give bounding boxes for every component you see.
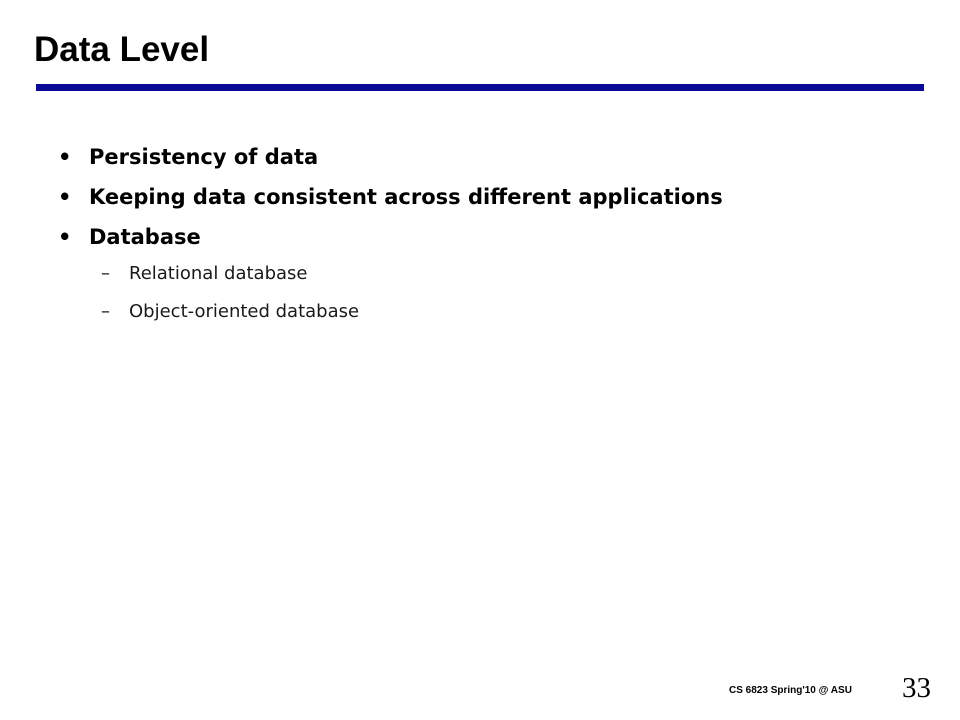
sub-bullet-marker: – [101,301,110,322]
sub-bullet-marker: – [101,263,110,284]
bullet-item [0,182,729,212]
bullet-text: Keeping data consistent across different applications [89,185,723,209]
bullet-marker: • [58,225,72,249]
footer-course-label: CS 6823 Spring'10 @ ASU [729,685,852,696]
page-number: 33 [902,672,931,704]
bullet-text: Database [89,225,201,249]
sub-bullet-text: Object-oriented database [129,301,360,322]
sub-bullet-item [0,262,960,286]
slide-title: Data Level [34,30,210,69]
sub-bullet-item [0,300,960,324]
bullet-list [0,142,960,338]
bullet-marker: • [58,185,72,209]
sub-bullet-text: Relational database [129,263,308,284]
title-rule [36,84,924,91]
bullet-item [0,142,729,172]
bullet-marker: • [58,145,72,169]
bullet-item [0,222,729,252]
bullet-text: Persistency of data [89,145,319,169]
